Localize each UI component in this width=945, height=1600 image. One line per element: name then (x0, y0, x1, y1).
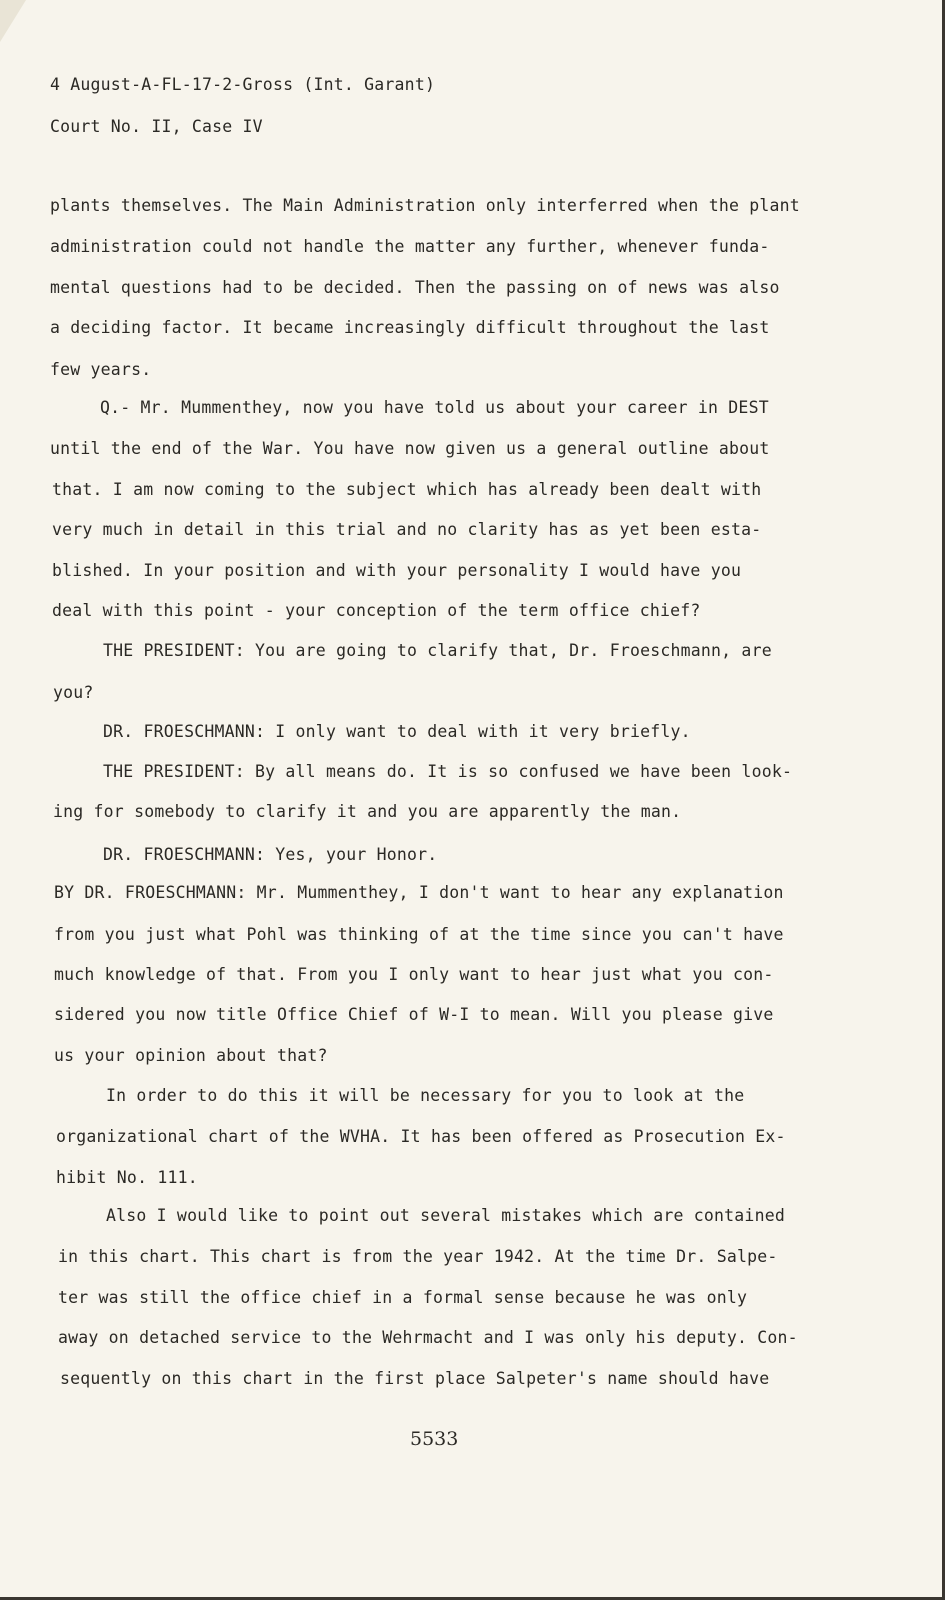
body-line: us your opinion about that? (54, 1046, 328, 1065)
body-line: Also I would like to point out several mistakes which are contained (106, 1206, 785, 1225)
body-line: blished. In your position and with your personality I would have you (52, 561, 742, 580)
body-line: In order to do this it will be necessary for you to look at the (106, 1086, 745, 1105)
body-line: until the end of the War. You have now given us a general outline about (50, 439, 770, 458)
body-line: away on detached service to the Wehrmacht and I was only his deputy. Con- (58, 1328, 798, 1347)
header-line-1: 4 August-A-FL-17-2-Gross (Int. Garant) (50, 75, 436, 94)
body-line: you? (53, 683, 94, 702)
body-line: a deciding factor. It became increasingly difficult throughout the last (50, 318, 770, 337)
body-line: DR. FROESCHMANN: Yes, your Honor. (103, 845, 438, 864)
body-line: mental questions had to be decided. Then the passing on of news was also (50, 278, 780, 297)
body-line: DR. FROESCHMANN: I only want to deal with it very briefly. (103, 722, 691, 741)
body-line: in this chart. This chart is from the year 1942. At the time Dr. Salpe- (58, 1247, 778, 1266)
body-line: plants themselves. The Main Administration only interferred when the plant (50, 196, 800, 215)
body-line: very much in detail in this trial and no clarity has as yet been esta- (52, 520, 762, 539)
body-line: sidered you now title Office Chief of W-I to mean. Will you please give (54, 1005, 774, 1024)
body-line: administration could not handle the matter any further, whenever funda- (50, 237, 770, 256)
body-line: ing for somebody to clarify it and you are apparently the man. (53, 802, 682, 821)
body-line: BY DR. FROESCHMANN: Mr. Mummenthey, I don't want to hear any explanation (54, 883, 784, 902)
folded-corner (0, 0, 26, 42)
body-line: from you just what Pohl was thinking of at the time since you can't have (54, 925, 784, 944)
body-line: much knowledge of that. From you I only want to hear just what you con- (54, 965, 774, 984)
header-line-2: Court No. II, Case IV (50, 117, 263, 136)
body-line: deal with this point - your conception of the term office chief? (52, 601, 701, 620)
body-line: that. I am now coming to the subject which has already been dealt with (52, 480, 762, 499)
body-line: THE PRESIDENT: By all means do. It is so confused we have been look- (103, 762, 793, 781)
page-number: 5533 (410, 1428, 459, 1450)
body-line: ter was still the office chief in a formal sense because he was only (58, 1288, 748, 1307)
body-line: sequently on this chart in the first place Salpeter's name should have (60, 1369, 770, 1388)
body-line: THE PRESIDENT: You are going to clarify that, Dr. Froeschmann, are (103, 641, 772, 660)
body-line: organizational chart of the WVHA. It has been offered as Prosecution Ex- (56, 1127, 786, 1146)
body-line: Q.- Mr. Mummenthey, now you have told us about your career in DEST (100, 398, 769, 417)
body-line: hibit No. 111. (56, 1168, 198, 1187)
body-line: few years. (50, 360, 152, 379)
